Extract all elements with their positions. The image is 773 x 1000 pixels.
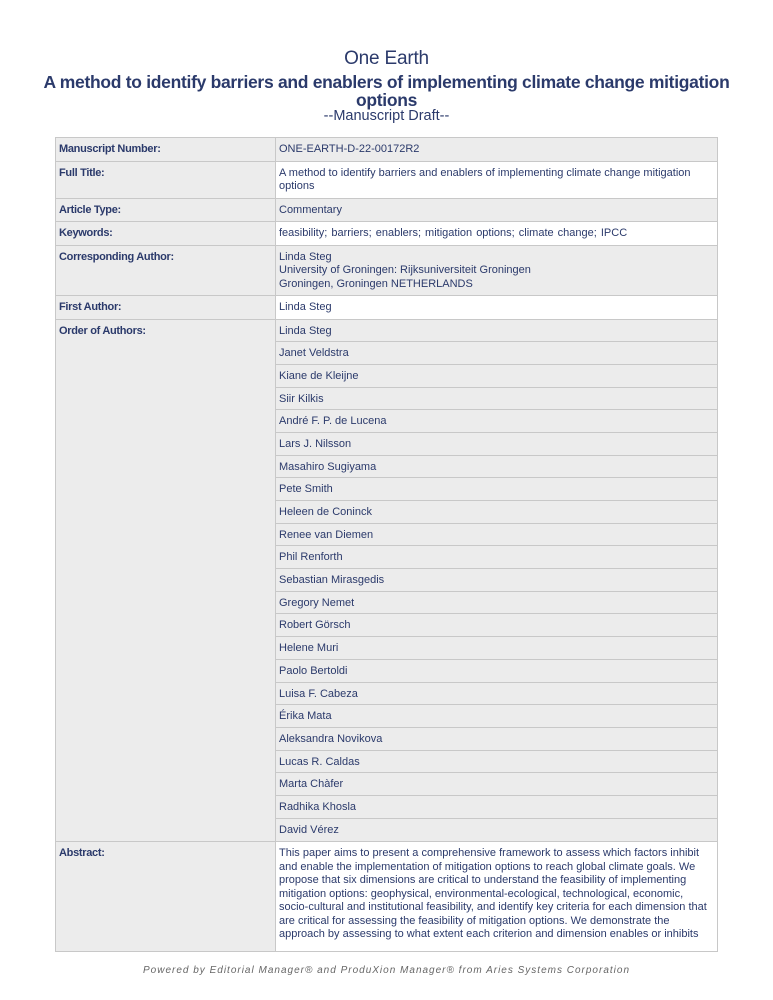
- author-item: Lars J. Nilsson: [276, 433, 717, 456]
- corresponding-author-institution: University of Groningen: Rijksuniversiteit Groningen: [279, 264, 531, 276]
- author-item: Heleen de Coninck: [276, 501, 717, 524]
- value-article-type: Commentary: [276, 198, 718, 222]
- author-item: Phil Renforth: [276, 546, 717, 569]
- row-corresponding-author: [56, 245, 718, 296]
- label-first-author: First Author:: [56, 296, 276, 320]
- row-article-type: [56, 198, 718, 222]
- manuscript-details-table: [55, 137, 718, 952]
- row-manuscript-number: [56, 138, 718, 162]
- author-item: Kiane de Kleijne: [276, 365, 717, 388]
- label-full-title: Full Title:: [56, 161, 276, 198]
- author-item: André F. P. de Lucena: [276, 410, 717, 433]
- journal-name: One Earth: [344, 48, 429, 69]
- author-item: Janet Veldstra: [276, 342, 717, 365]
- manuscript-title: A method to identify barriers and enablers of implementing climate change mitigation options: [43, 72, 730, 110]
- label-order-of-authors: Order of Authors:: [56, 319, 276, 842]
- label-manuscript-number: Manuscript Number:: [56, 138, 276, 162]
- value-keywords: feasibility; barriers; enablers; mitigation options; climate change; IPCC: [276, 222, 718, 246]
- row-order-of-authors: [56, 319, 718, 842]
- row-keywords: [56, 222, 718, 246]
- author-item: Lucas R. Caldas: [276, 751, 717, 774]
- draft-label: --Manuscript Draft--: [323, 108, 450, 124]
- author-item: Renee van Diemen: [276, 524, 717, 547]
- author-item: Radhika Khosla: [276, 796, 717, 819]
- author-item: Pete Smith: [276, 478, 717, 501]
- corresponding-author-name: Linda Steg: [279, 250, 332, 263]
- value-abstract: [276, 842, 718, 952]
- author-item: Marta Chàfer: [276, 773, 717, 796]
- row-first-author: [56, 296, 718, 320]
- footer-powered-by: Powered by Editorial Manager® and ProduXion Manager® from Aries Systems Corporation: [143, 965, 630, 976]
- author-item: Aleksandra Novikova: [276, 728, 717, 751]
- row-abstract: [56, 842, 718, 952]
- label-keywords: Keywords:: [56, 222, 276, 246]
- author-item: Paolo Bertoldi: [276, 660, 717, 683]
- author-item: Érika Mata: [276, 705, 717, 728]
- abstract-text: This paper aims to present a comprehensive framework to assess which factors inhibit and enable the implementation of mitigation options to reach global climate goals. We propose that six dimensions are critical to understand the feasibility of implementing mitigation options: geophysical, environmental-ecological, technological, economic, socio-cultural and institutional feasibility, and identify key criteria for each dimension that are critical for assessing the feasibility of mitigation options. We demonstrate the approach by assessing to what extent each criterion and dimension enables or inhibits: [279, 847, 707, 941]
- author-list: [276, 319, 718, 842]
- author-item: Helene Muri: [276, 637, 717, 660]
- value-full-title: A method to identify barriers and enablers of implementing climate change mitigation options: [276, 161, 718, 198]
- author-item: Luisa F. Cabeza: [276, 683, 717, 706]
- corresponding-author-location: Groningen, Groningen NETHERLANDS: [279, 277, 473, 290]
- author-item: Sebastian Mirasgedis: [276, 569, 717, 592]
- label-article-type: Article Type:: [56, 198, 276, 222]
- label-abstract: Abstract:: [56, 842, 276, 952]
- author-item: Masahiro Sugiyama: [276, 456, 717, 479]
- author-item: Siir Kilkis: [276, 388, 717, 411]
- value-manuscript-number: ONE-EARTH-D-22-00172R2: [276, 138, 718, 162]
- value-first-author: Linda Steg: [276, 296, 718, 320]
- row-full-title: [56, 161, 718, 198]
- author-item: David Vérez: [279, 823, 339, 836]
- author-item: Linda Steg: [276, 320, 717, 343]
- value-corresponding-author: [276, 245, 718, 296]
- author-item: Gregory Nemet: [276, 592, 717, 615]
- author-item: Robert Görsch: [276, 614, 717, 637]
- label-corresponding-author: Corresponding Author:: [56, 245, 276, 296]
